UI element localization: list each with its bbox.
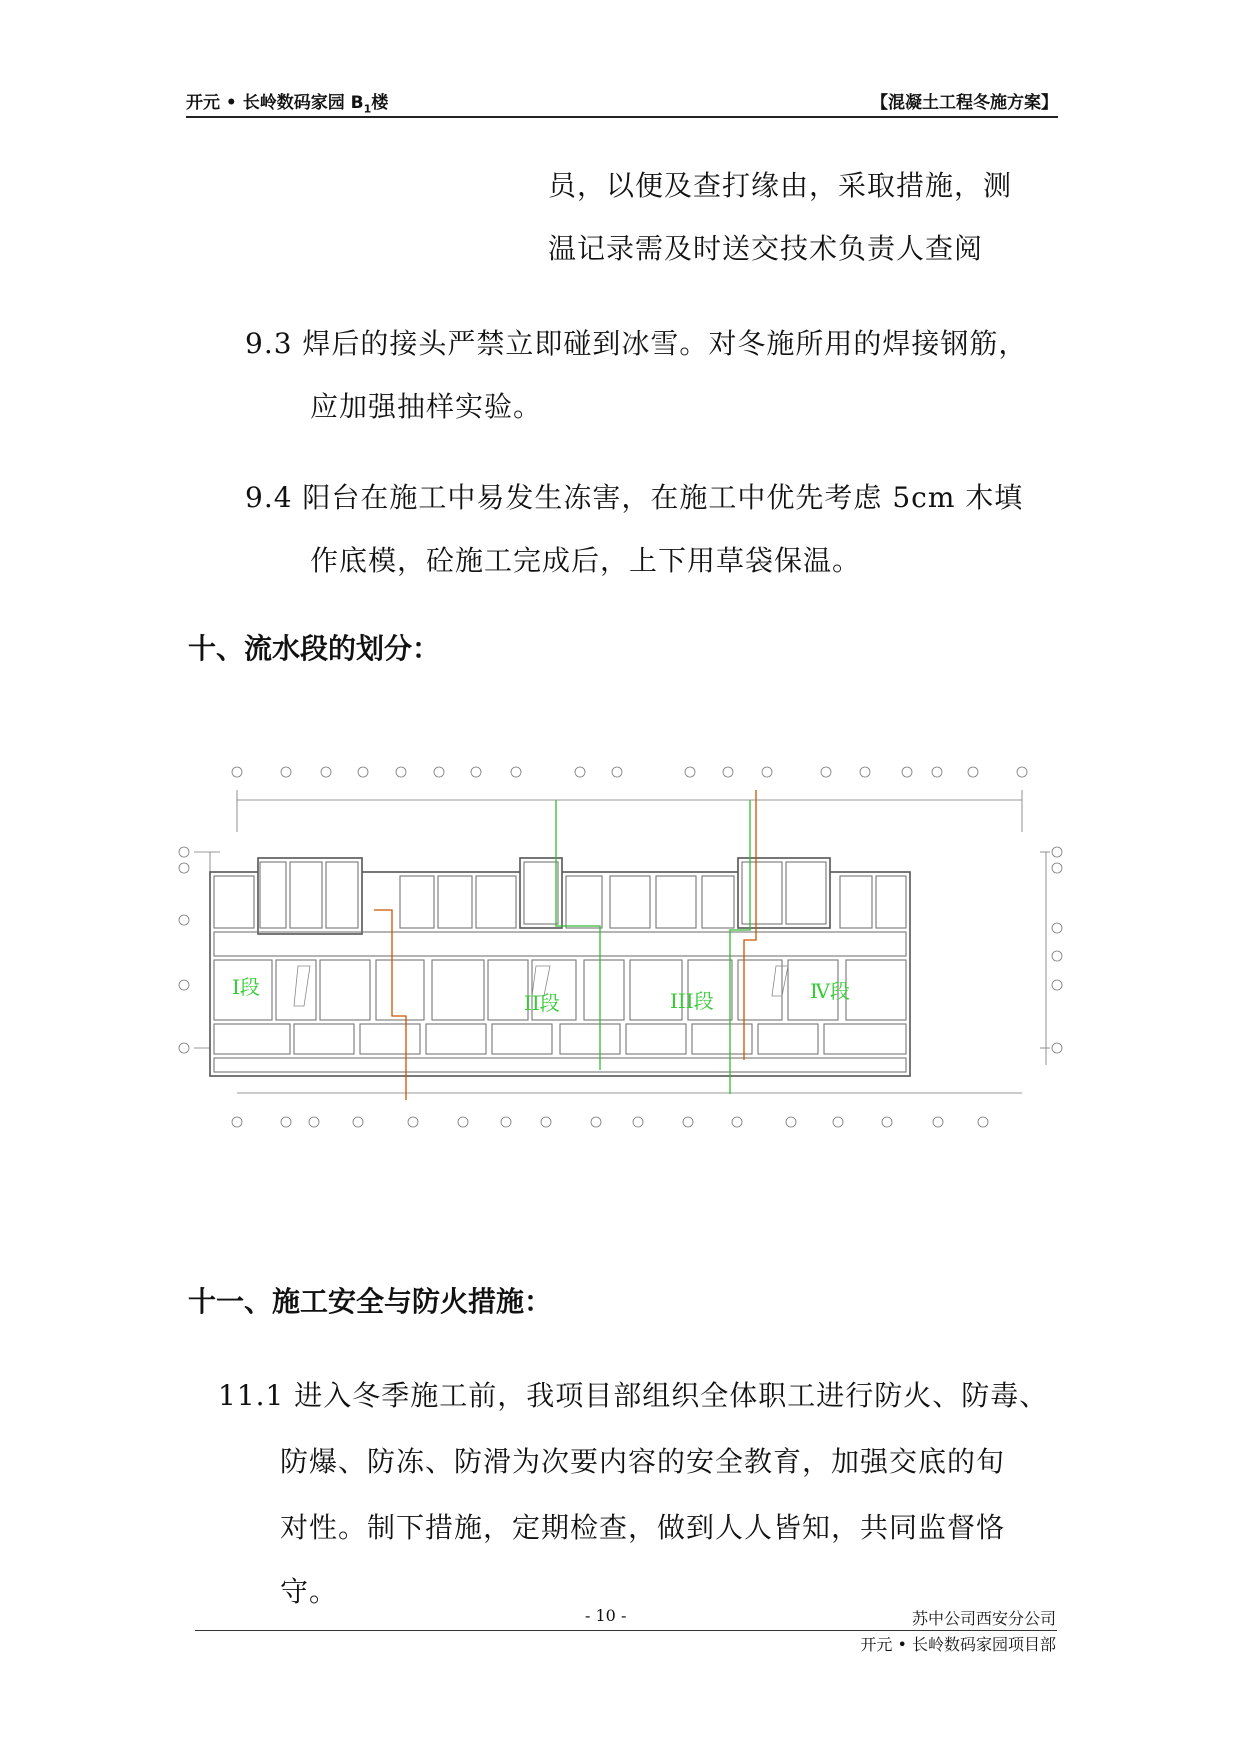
floor-plan-svg: [170, 760, 1100, 1150]
item-11-1-line3: 对性。制下措施，定期检查，做到人人皆知，共同监督恪: [280, 1511, 1006, 1544]
item-9-4-line1: 9.4 阳台在施工中易发生冻害，在施工中优先考虑 5cm 木填: [245, 481, 1024, 514]
segment-label-1: I段: [232, 975, 260, 999]
item-9-4-line2: 作底模，砼施工完成后，上下用草袋保温。: [310, 544, 862, 577]
item-11-1-line1: 11.1 进入冬季施工前，我项目部组织全体职工进行防火、防毒、: [218, 1379, 1049, 1412]
page-number: - 10 -: [585, 1606, 627, 1625]
floor-plan-diagram: [170, 760, 1100, 1150]
item-11-1-line4: 守。: [280, 1575, 339, 1608]
segment-label-2: II段: [524, 991, 560, 1015]
header-document-title: 【混凝土工程冬施方案】: [871, 93, 1058, 113]
item-11-1-line2: 防爆、防冻、防滑为次要内容的安全教育，加强交底的旬: [280, 1445, 1006, 1478]
section-11-heading: 十一、施工安全与防火措施：: [188, 1285, 553, 1318]
page-header: [186, 86, 1058, 118]
segment-label-4: Ⅳ段: [810, 979, 850, 1003]
footer-department: 开元 • 长岭数码家园项目部: [860, 1635, 1056, 1654]
item-9-3-line1: 9.3 焊后的接头严禁立即碰到冰雪。对冬施所用的焊接钢筋，: [245, 327, 1028, 360]
paragraph-continuation-line2: 温记录需及时送交技术负责人查阅: [548, 232, 984, 265]
footer-company: 苏中公司西安分公司: [911, 1609, 1056, 1628]
header-project-title: 开元 • 长岭数码家园 $B_1$楼: [186, 93, 389, 116]
item-9-3-line2: 应加强抽样实验。: [310, 390, 543, 423]
paragraph-continuation-line1: 员，以便及查打缘由，采取措施，测: [548, 169, 1013, 202]
footer-rule: [195, 1630, 1057, 1631]
segment-label-3: III段: [670, 989, 714, 1013]
section-10-heading: 十、流水段的划分：: [188, 632, 441, 665]
